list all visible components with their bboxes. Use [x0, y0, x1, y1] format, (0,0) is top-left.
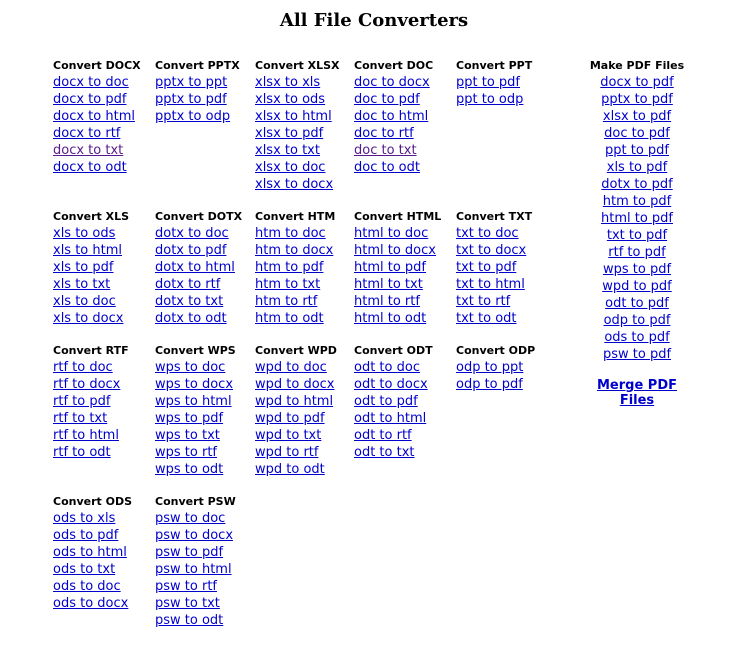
page-title: All File Converters	[279, 10, 469, 31]
converter-link[interactable]: txt to odt	[456, 311, 517, 326]
make-pdf-link[interactable]: odp to pdf	[603, 313, 671, 328]
converter-link[interactable]: odt to docx	[354, 377, 428, 392]
converter-group	[155, 57, 240, 125]
make-pdf-heading: Make PDF Files	[589, 59, 685, 72]
converter-link[interactable]: ods to doc	[53, 579, 121, 594]
converter-link[interactable]: psw to html	[155, 562, 232, 577]
converter-link[interactable]: rtf to doc	[53, 360, 113, 375]
make-pdf-link[interactable]: htm to pdf	[602, 194, 672, 209]
converter-link[interactable]: psw to pdf	[155, 545, 224, 560]
converter-group	[456, 342, 535, 393]
converter-group	[155, 493, 236, 629]
converter-group	[53, 342, 129, 461]
converter-link[interactable]: doc to html	[354, 109, 429, 124]
converter-link[interactable]: psw to txt	[155, 596, 220, 611]
converter-link[interactable]: odt to rtf	[354, 428, 412, 443]
converter-group	[456, 57, 532, 108]
converter-link[interactable]: dotx to doc	[155, 226, 229, 241]
converter-link[interactable]: odt to pdf	[354, 394, 418, 409]
converter-link[interactable]: wps to docx	[155, 377, 234, 392]
converter-link[interactable]: rtf to odt	[53, 445, 111, 460]
converter-link[interactable]: ods to html	[53, 545, 127, 560]
converter-link[interactable]: dotx to rtf	[155, 277, 221, 292]
converter-group	[53, 208, 129, 327]
converter-link[interactable]: odp to pdf	[456, 377, 523, 392]
converter-link[interactable]: ods to txt	[53, 562, 116, 577]
make-pdf-link[interactable]: wpd to pdf	[602, 279, 672, 294]
converter-group	[155, 342, 236, 478]
group-heading: Convert PPT	[456, 59, 533, 72]
converter-link[interactable]: ods to xls	[53, 511, 116, 526]
converter-link[interactable]: wpd to html	[255, 394, 334, 409]
converter-link[interactable]: html to txt	[354, 277, 423, 292]
converter-link[interactable]: psw to rtf	[155, 579, 217, 594]
group-heading: Convert TXT	[456, 210, 533, 223]
converter-link[interactable]: dotx to pdf	[155, 243, 227, 258]
group-heading: Convert HTM	[255, 210, 336, 223]
group-heading: Convert ODP	[456, 344, 536, 357]
converter-link[interactable]: html to docx	[354, 243, 436, 258]
converter-link[interactable]: wps to odt	[155, 462, 224, 477]
converter-group	[354, 342, 433, 461]
converter-link[interactable]: xls to pdf	[53, 260, 114, 275]
converter-link[interactable]: doc to txt	[354, 143, 417, 158]
converter-link[interactable]: rtf to pdf	[53, 394, 111, 409]
converter-link[interactable]: odt to html	[354, 411, 427, 426]
converter-link[interactable]: wps to doc	[155, 360, 226, 375]
converter-link[interactable]: xlsx to txt	[255, 143, 320, 158]
converter-link[interactable]: xlsx to docx	[255, 177, 334, 192]
make-pdf-link[interactable]: odt to pdf	[605, 296, 669, 311]
converter-link[interactable]: xlsx to pdf	[255, 126, 324, 141]
converter-link[interactable]: docx to odt	[53, 160, 127, 175]
converter-link[interactable]: wpd to odt	[255, 462, 325, 477]
converter-link[interactable]: psw to doc	[155, 511, 226, 526]
group-heading: Convert ODS	[53, 495, 133, 508]
converter-group	[155, 208, 242, 327]
converter-link[interactable]: htm to txt	[255, 277, 321, 292]
converter-group	[255, 57, 340, 193]
converter-link[interactable]: rtf to docx	[53, 377, 121, 392]
converter-link[interactable]: xlsx to doc	[255, 160, 326, 175]
converter-link[interactable]: xls to ods	[53, 226, 116, 241]
make-pdf-link[interactable]: wps to pdf	[602, 262, 672, 277]
make-pdf-link[interactable]: html to pdf	[600, 211, 673, 226]
converter-link[interactable]: txt to pdf	[456, 260, 517, 275]
converter-link[interactable]: html to rtf	[354, 294, 420, 309]
converter-link[interactable]: doc to rtf	[354, 126, 414, 141]
converter-link[interactable]: wps to txt	[155, 428, 220, 443]
converter-link[interactable]: xls to docx	[53, 311, 124, 326]
converter-link[interactable]: psw to odt	[155, 613, 224, 628]
converter-link[interactable]: txt to docx	[456, 243, 527, 258]
converter-group	[354, 57, 433, 176]
converter-link[interactable]: doc to docx	[354, 75, 430, 90]
converter-link[interactable]: rtf to html	[53, 428, 119, 443]
group-heading: Convert DOCX	[53, 59, 141, 72]
converter-link[interactable]: wpd to doc	[255, 360, 327, 375]
group-heading: Convert XLSX	[255, 59, 340, 72]
converter-link[interactable]: ppt to pdf	[456, 75, 520, 90]
converter-group	[255, 342, 337, 478]
converter-link[interactable]: odt to doc	[354, 360, 420, 375]
converter-link[interactable]: wps to rtf	[155, 445, 217, 460]
group-heading: Convert ODT	[354, 344, 433, 357]
converter-link[interactable]: xls to doc	[53, 294, 116, 309]
converter-link[interactable]: htm to rtf	[255, 294, 318, 309]
converter-link[interactable]: htm to doc	[255, 226, 326, 241]
make-pdf-link[interactable]: dotx to pdf	[601, 177, 673, 192]
group-heading: Convert DOTX	[155, 210, 243, 223]
make-pdf-link[interactable]: psw to pdf	[602, 347, 672, 362]
converter-link[interactable]: odp to ppt	[456, 360, 524, 375]
converter-link[interactable]: docx to html	[53, 109, 135, 124]
group-heading: Convert PSW	[155, 495, 236, 508]
converter-link[interactable]: xls to txt	[53, 277, 111, 292]
converter-group	[456, 208, 532, 327]
converter-link[interactable]: txt to rtf	[456, 294, 511, 309]
converter-link[interactable]: ppt to odp	[456, 92, 524, 107]
merge-pdf-link[interactable]: Merge PDF Files	[596, 378, 677, 408]
make-pdf-link[interactable]: xls to pdf	[606, 160, 668, 175]
converter-link[interactable]: docx to txt	[53, 143, 124, 158]
converter-link[interactable]: xlsx to xls	[255, 75, 321, 90]
converter-link[interactable]: docx to pdf	[53, 92, 127, 107]
converter-link[interactable]: htm to pdf	[255, 260, 324, 275]
make-pdf-link[interactable]: txt to pdf	[606, 228, 668, 243]
converter-link[interactable]: wpd to pdf	[255, 411, 325, 426]
make-pdf-link[interactable]: rtf to pdf	[608, 245, 666, 260]
make-pdf-link[interactable]: xlsx to pdf	[602, 109, 672, 124]
converter-link[interactable]: dotx to txt	[155, 294, 224, 309]
group-heading: Convert XLS	[53, 210, 130, 223]
converter-link[interactable]: pptx to ppt	[155, 75, 228, 90]
converter-link[interactable]: wpd to rtf	[255, 445, 319, 460]
group-heading: Convert WPD	[255, 344, 337, 357]
converter-link[interactable]: dotx to html	[155, 260, 235, 275]
converter-link[interactable]: pptx to odp	[155, 109, 231, 124]
make-pdf-link[interactable]: ppt to pdf	[605, 143, 669, 158]
make-pdf-column	[582, 57, 692, 363]
converter-link[interactable]: wpd to txt	[255, 428, 322, 443]
converter-link[interactable]: html to doc	[354, 226, 429, 241]
make-pdf-link[interactable]: docx to pdf	[600, 75, 674, 90]
converter-link[interactable]: wps to pdf	[155, 411, 224, 426]
converter-link[interactable]: html to odt	[354, 311, 427, 326]
converter-link[interactable]: ods to docx	[53, 596, 129, 611]
converter-link[interactable]: psw to docx	[155, 528, 234, 543]
group-heading: Convert HTML	[354, 210, 442, 223]
group-heading: Convert RTF	[53, 344, 129, 357]
converter-link[interactable]: odt to txt	[354, 445, 415, 460]
converter-link[interactable]: rtf to txt	[53, 411, 108, 426]
converter-group	[354, 208, 441, 327]
converter-group	[53, 57, 141, 176]
converter-group	[53, 493, 132, 612]
converter-link[interactable]: txt to doc	[456, 226, 519, 241]
converter-link[interactable]: docx to rtf	[53, 126, 121, 141]
converter-link[interactable]: wpd to docx	[255, 377, 335, 392]
converter-link[interactable]: htm to odt	[255, 311, 324, 326]
converter-link[interactable]: txt to html	[456, 277, 525, 292]
converter-link[interactable]: html to pdf	[354, 260, 427, 275]
converter-link[interactable]: pptx to pdf	[155, 92, 227, 107]
converter-link[interactable]: doc to odt	[354, 160, 420, 175]
make-pdf-link[interactable]: pptx to pdf	[601, 92, 673, 107]
converter-link[interactable]: xls to html	[53, 243, 123, 258]
converter-link[interactable]: xlsx to html	[255, 109, 332, 124]
group-heading: Convert DOC	[354, 59, 434, 72]
converter-group	[255, 208, 335, 327]
converter-link[interactable]: dotx to odt	[155, 311, 227, 326]
group-heading: Convert PPTX	[155, 59, 240, 72]
converter-link[interactable]: docx to doc	[53, 75, 129, 90]
converter-link[interactable]: wps to html	[155, 394, 232, 409]
group-heading: Convert WPS	[155, 344, 236, 357]
converter-link[interactable]: xlsx to ods	[255, 92, 326, 107]
make-pdf-link[interactable]: ods to pdf	[604, 330, 670, 345]
converter-link[interactable]: htm to docx	[255, 243, 334, 258]
converter-link[interactable]: ods to pdf	[53, 528, 119, 543]
converter-link[interactable]: doc to pdf	[354, 92, 420, 107]
make-pdf-link[interactable]: doc to pdf	[604, 126, 670, 141]
